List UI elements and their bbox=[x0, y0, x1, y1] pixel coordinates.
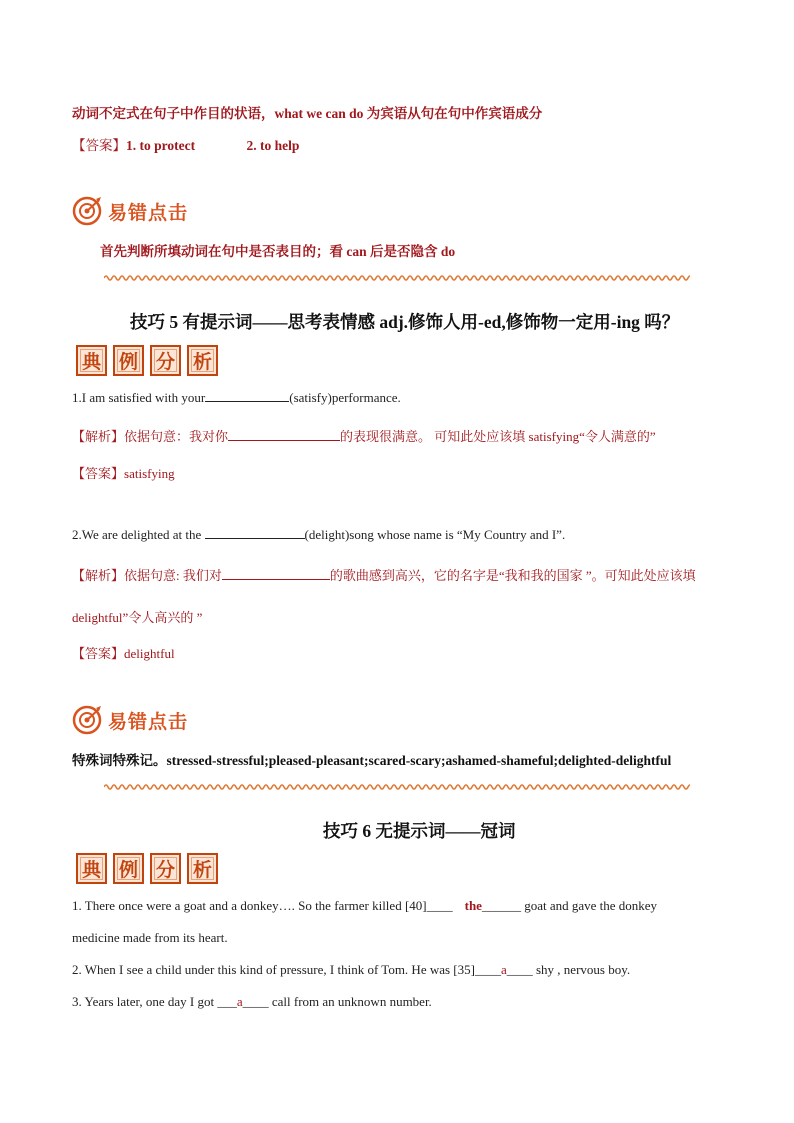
target-arrow-icon bbox=[72, 705, 102, 735]
wavy-divider bbox=[104, 782, 690, 792]
answer-1: 1. to protect bbox=[126, 138, 196, 153]
callout-badge-1 bbox=[72, 196, 188, 226]
question-1: 1.I am satisfied with your (satisfy)performance. bbox=[72, 390, 401, 405]
tile-1: 典 bbox=[76, 853, 107, 884]
article-q1: 1. There once were a goat and a donkey…. So the farmer killed [40]____ the______ goat and gave the donkey bbox=[72, 898, 658, 913]
tile-4: 析 bbox=[187, 853, 218, 884]
blank bbox=[228, 440, 340, 441]
analysis-2-cont: delightful”令人高兴的 ” bbox=[72, 610, 203, 625]
blank bbox=[205, 400, 289, 402]
analysis-2: 【解析】依据句意: 我们对 的歌曲感到高兴，它的名字是“我和我的国家 ”。可知此处应该填 bbox=[72, 568, 696, 583]
article-q3: 3. Years later, one day I got ___a____ call from an unknown number. bbox=[72, 994, 432, 1009]
wavy-divider bbox=[104, 273, 690, 283]
callout-badge-2 bbox=[72, 705, 188, 735]
question-2: 2.We are delighted at the (delight)song whose name is “My Country and I”. bbox=[72, 527, 566, 542]
section-6-heading: 技巧 6 无提示词——冠词 bbox=[323, 821, 516, 841]
section-5-heading: 技巧 5 有提示词——思考表情感 adj.修饰人用-ed,修饰物一定用-ing 吗？ bbox=[130, 312, 680, 332]
callout-note-1: 首先判断所填动词在句中是否表目的；看 can 后是否隐含 do bbox=[100, 244, 456, 259]
callout-title: 易错点击 bbox=[108, 201, 189, 224]
answer-label: 【答案】 bbox=[72, 138, 126, 153]
article-q1-cont: medicine made from its heart. bbox=[72, 930, 228, 945]
intro-explanation: 动词不定式在句子中作目的状语，what we can do 为宾语从句在句中作宾语成分 bbox=[72, 106, 543, 121]
callout-title: 易错点击 bbox=[108, 710, 189, 733]
example-analysis-tiles bbox=[76, 345, 218, 376]
tile-1: 典 bbox=[76, 345, 107, 376]
tile-3: 分 bbox=[150, 853, 181, 884]
analysis-1: 【解析】依据句意：我对你 的表现很满意。 可知此处应该填 satisfying“令人满意的” bbox=[72, 429, 656, 444]
intro-answer-row bbox=[72, 134, 299, 154]
example-analysis-tiles bbox=[76, 853, 218, 884]
tile-4: 析 bbox=[187, 345, 218, 376]
answer-2: 2. to help bbox=[246, 138, 300, 153]
tile-2: 例 bbox=[113, 345, 144, 376]
tile-2: 例 bbox=[113, 853, 144, 884]
answer-q2: 【答案】delightful bbox=[72, 646, 175, 661]
blank bbox=[222, 579, 330, 580]
answer-q1: 【答案】satisfying bbox=[72, 466, 175, 481]
blank bbox=[205, 537, 305, 539]
tile-3: 分 bbox=[150, 345, 181, 376]
target-arrow-icon bbox=[72, 196, 102, 226]
article-q2: 2. When I see a child under this kind of pressure, I think of Tom. He was [35]____a____ shy , nervous boy. bbox=[72, 962, 631, 977]
callout-note-2: 特殊词特殊记。stressed-stressful;pleased-pleasant;scared-scary;ashamed-shameful;delighted-delightful bbox=[72, 753, 672, 768]
